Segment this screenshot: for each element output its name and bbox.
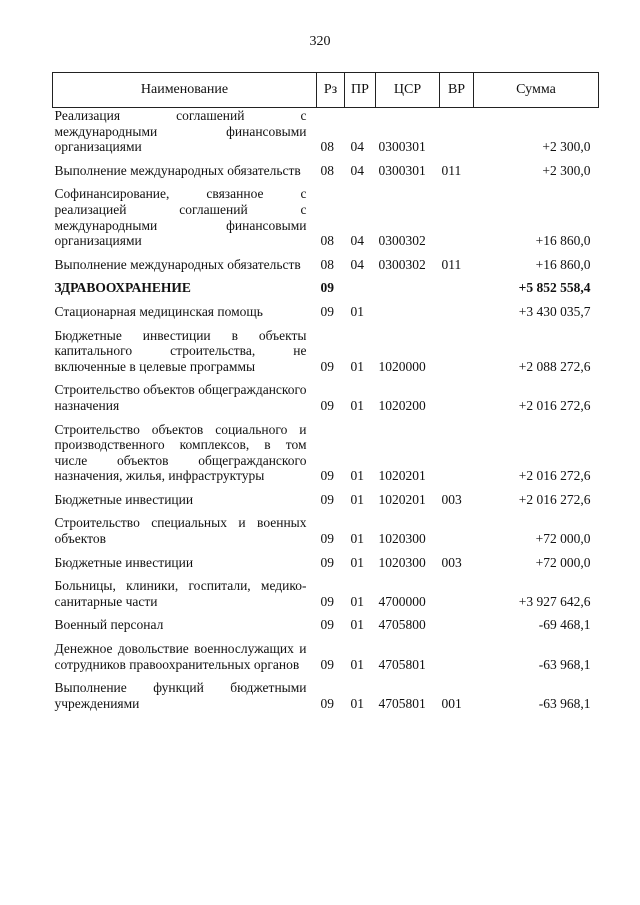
cell-vr xyxy=(440,178,474,248)
cell-pr: 04 xyxy=(350,162,364,178)
cell-csr: 4700000 xyxy=(378,593,426,609)
cell-csr: 1020000 xyxy=(378,358,426,374)
cell-sum: -63 968,1 xyxy=(538,656,591,672)
cell-vr: 003 xyxy=(441,491,462,507)
cell-rz: 09 xyxy=(320,554,334,570)
cell-name: Выполнение международных обязательств xyxy=(54,256,301,272)
cell-pr: 04 xyxy=(350,233,364,249)
cell-rz: 09 xyxy=(320,468,334,484)
cell-csr: 0300302 xyxy=(378,256,426,272)
cell-vr xyxy=(440,570,474,609)
cell-sum: +5 852 558,4 xyxy=(518,280,591,296)
table-row xyxy=(53,672,599,711)
cell-csr xyxy=(376,272,440,296)
cell-vr: 001 xyxy=(441,695,462,711)
cell-name: Софинансирование, связанное с реализацией соглашений с международными финансовыми организациями xyxy=(54,186,307,249)
table-row xyxy=(53,507,599,546)
cell-sum: +3 430 035,7 xyxy=(518,303,591,319)
cell-csr: 4705800 xyxy=(378,617,426,633)
cell-pr: 01 xyxy=(350,303,364,319)
cell-name: Бюджетные инвестиции xyxy=(54,554,194,570)
cell-pr: 04 xyxy=(350,139,364,155)
cell-sum: +2 088 272,6 xyxy=(518,358,591,374)
cell-csr: 0300301 xyxy=(378,162,426,178)
cell-rz: 08 xyxy=(320,233,334,249)
cell-sum: +16 860,0 xyxy=(535,233,591,249)
cell-sum: +2 016 272,6 xyxy=(518,468,591,484)
table-row xyxy=(53,570,599,609)
cell-sum: +2 016 272,6 xyxy=(518,397,591,413)
header-csr: ЦСР xyxy=(376,73,440,108)
cell-name: ЗДРАВООХРАНЕНИЕ xyxy=(54,280,191,296)
table-body xyxy=(53,108,599,712)
cell-pr: 01 xyxy=(350,491,364,507)
cell-name: Строительство специальных и военных объектов xyxy=(54,515,307,547)
cell-name: Бюджетные инвестиции в объекты капитального строительства, не включенные в целевые программы xyxy=(54,327,307,374)
cell-name: Выполнение функций бюджетными учреждениями xyxy=(54,680,307,711)
table-row xyxy=(53,249,599,273)
cell-rz: 08 xyxy=(320,256,334,272)
cell-rz: 09 xyxy=(320,397,334,413)
cell-name: Строительство объектов социального и производственного комплексов, в том числе объектов общегражданского назначения, жилья, инфраструктуры xyxy=(54,421,307,484)
cell-csr: 1020300 xyxy=(378,554,426,570)
cell-pr: 01 xyxy=(350,617,364,633)
header-sum: Сумма xyxy=(474,73,599,108)
cell-vr xyxy=(440,374,474,413)
cell-pr xyxy=(345,272,376,296)
cell-rz: 09 xyxy=(320,280,334,296)
header-pr: ПР xyxy=(345,73,376,108)
table-row xyxy=(53,547,599,571)
header-rz: Рз xyxy=(317,73,345,108)
cell-sum: -63 968,1 xyxy=(538,695,591,711)
cell-rz: 09 xyxy=(320,303,334,319)
cell-sum: +2 300,0 xyxy=(542,162,591,178)
budget-table xyxy=(52,72,599,711)
cell-vr xyxy=(440,296,474,320)
cell-sum: +3 927 642,6 xyxy=(518,593,591,609)
cell-csr: 4705801 xyxy=(378,656,426,672)
cell-name: Реализация соглашений с международными финансовыми организациями xyxy=(54,108,307,155)
cell-pr: 01 xyxy=(350,358,364,374)
cell-csr: 1020300 xyxy=(378,531,426,547)
table-row xyxy=(53,633,599,672)
cell-csr: 1020201 xyxy=(378,491,426,507)
cell-rz: 09 xyxy=(320,593,334,609)
cell-vr xyxy=(440,414,474,484)
cell-pr: 01 xyxy=(350,554,364,570)
header-name: Наименование xyxy=(53,73,317,108)
cell-vr xyxy=(440,507,474,546)
table-row xyxy=(53,374,599,413)
cell-rz: 09 xyxy=(320,531,334,547)
cell-vr: 003 xyxy=(441,554,462,570)
table-row xyxy=(53,108,599,155)
table-row xyxy=(53,484,599,508)
cell-vr: 011 xyxy=(441,256,462,272)
cell-csr: 4705801 xyxy=(378,695,426,711)
cell-pr: 01 xyxy=(350,531,364,547)
cell-sum: +72 000,0 xyxy=(535,554,591,570)
cell-vr xyxy=(440,633,474,672)
cell-csr: 0300302 xyxy=(378,233,426,249)
cell-vr xyxy=(440,272,474,296)
cell-rz: 08 xyxy=(320,139,334,155)
table-row xyxy=(53,178,599,248)
cell-csr: 1020201 xyxy=(378,468,426,484)
table-row xyxy=(53,296,599,320)
table-row xyxy=(53,609,599,633)
table-row xyxy=(53,320,599,375)
cell-name: Стационарная медицинская помощь xyxy=(54,303,263,319)
cell-sum: +72 000,0 xyxy=(535,531,591,547)
cell-rz: 09 xyxy=(320,491,334,507)
cell-sum: +2 300,0 xyxy=(542,139,591,155)
cell-rz: 08 xyxy=(320,162,334,178)
cell-name: Выполнение международных обязательств xyxy=(54,162,301,178)
cell-pr: 01 xyxy=(350,468,364,484)
cell-pr: 01 xyxy=(350,695,364,711)
cell-pr: 01 xyxy=(350,656,364,672)
cell-vr xyxy=(440,108,474,155)
cell-rz: 09 xyxy=(320,695,334,711)
table-header-row xyxy=(53,73,599,108)
cell-name: Военный персонал xyxy=(54,617,164,633)
header-vr: ВР xyxy=(440,73,474,108)
cell-rz: 09 xyxy=(320,617,334,633)
page-number: 320 xyxy=(309,34,331,49)
table-row xyxy=(53,414,599,484)
cell-name: Больницы, клиники, госпитали, медико-санитарные части xyxy=(54,578,307,609)
table-row xyxy=(53,272,599,296)
cell-sum: +16 860,0 xyxy=(535,256,591,272)
cell-csr: 0300301 xyxy=(378,139,426,155)
cell-vr xyxy=(440,320,474,375)
cell-rz: 09 xyxy=(320,358,334,374)
cell-vr: 011 xyxy=(441,162,462,178)
cell-name: Денежное довольствие военнослужащих и сотрудников правоохранительных органов xyxy=(54,641,307,672)
cell-csr xyxy=(376,296,440,320)
cell-name: Строительство объектов общегражданского назначения xyxy=(54,382,307,413)
cell-name: Бюджетные инвестиции xyxy=(54,491,194,507)
cell-rz: 09 xyxy=(320,656,334,672)
cell-vr xyxy=(440,609,474,633)
cell-pr: 01 xyxy=(350,593,364,609)
cell-sum: -69 468,1 xyxy=(538,617,591,633)
cell-pr: 04 xyxy=(350,256,364,272)
table-row xyxy=(53,155,599,179)
cell-csr: 1020200 xyxy=(378,397,426,413)
cell-sum: +2 016 272,6 xyxy=(518,491,591,507)
cell-pr: 01 xyxy=(350,397,364,413)
